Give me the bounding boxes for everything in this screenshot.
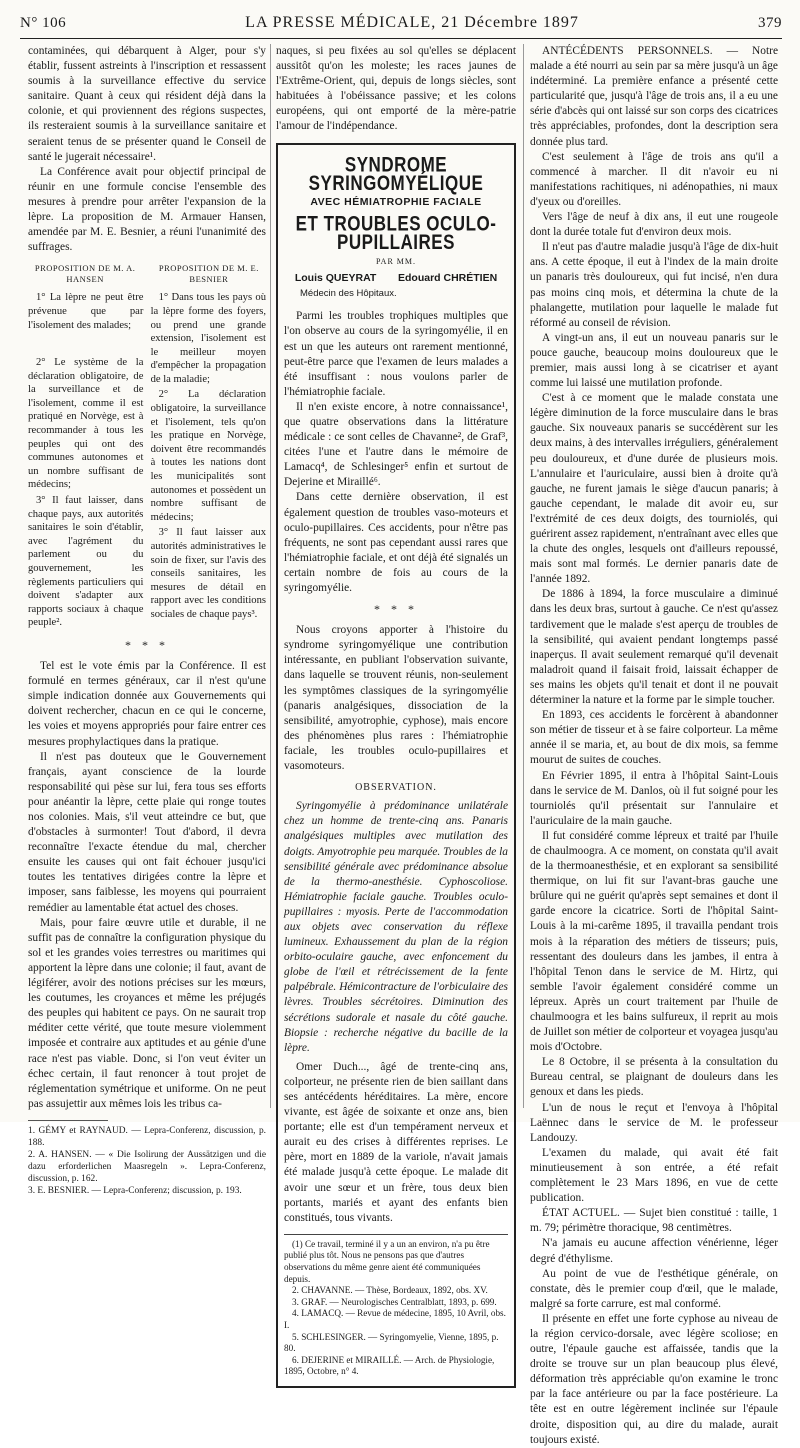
paragraph: Vers l'âge de neuf à dix ans, il eut une rougeole dont la durée totale fut d'environ deux mois. — [530, 211, 778, 239]
proposition-besnier-heading: PROPOSITION DE M. E. BESNIER — [158, 263, 259, 285]
paragraph: L'examen du malade, qui avait été fait minutieusement à son entrée, a été refait complètement le 23 Mars 1896, en vue de cette publication. — [530, 1146, 778, 1205]
paragraph: A vingt-un ans, il eut un nouveau panaris sur le pouce gauche, beaucoup moins douloureux que le premier, mais aussi long à se cicatriser et ayant comme lui laissé une mutilation profonde. — [530, 331, 778, 390]
paragraph: Il n'en existe encore, à notre connaissance¹, que quatre observations dans la littérature médicale : ce sont celles de Chavanne², de Graf³, citées l'une et l'autre dans le mémoire de Lamacq⁴, de Schlesinger⁵ enfin et surtout de Dejerine et Miraillé⁶. — [284, 400, 508, 489]
proposition-headings — [28, 263, 266, 285]
paragraph: La Conférence avait pour objectif principal de réunir en une formule concise l'ensemble des mesures à prendre pour arrêter l'expansion de la lèpre. La proposition de M. Armauer Hansen, amendée par M. E. Besnier, a réuni l'unanimité des suffrages. — [28, 165, 266, 254]
footnote: 5. SCHLESINGER. — Syringomyelie, Vienne, 1895, p. 80. — [284, 1331, 499, 1354]
paragraph: naques, si peu fixées au sol qu'elles se déplacent aussitôt qu'on les moleste; les races jaunes de l'Extrême-Orient, qui, depuis de longs siècles, sont habituées à l'obéissance passive; et les colons européens, qui ont emporté de la mère-patrie l'amour de l'indépendance. — [276, 45, 516, 133]
footnote: 1. GÉMY et RAYNAUD. — Lepra-Conferenz, discussion, p. 188. — [28, 1125, 266, 1148]
article-subtitle: AVEC HÉMIATROPHIE FACIALE — [310, 195, 482, 208]
footnote: 2. CHAVANNE. — Thèse, Bordeaux, 1892, obs. XV. — [292, 1285, 488, 1296]
paragraph: En Février 1895, il entra à l'hôpital Saint-Louis dans le service de M. Danlos, où il fut soigné pour les tourniolés qu'il présentait sur l'annulaire et l'auriculaire de la main gauche. — [530, 769, 778, 827]
article-box — [276, 143, 516, 1388]
journal-title: LA PRESSE MÉDICALE, 21 Décembre 1897 — [245, 14, 579, 31]
proposition-item: 3° Il faut laisser, dans chaque pays, aux autorités sanitaires le soin d'établir, avec l'agrément du parlement ou du gouvernement, les règlements particuliers qui doivent s'adapter aux rapports sociaux à chaque peuple². — [28, 495, 144, 629]
article-title: SYNDROME SYRINGOMYÉLIQUE — [308, 152, 484, 195]
paragraph: contaminées, qui débarquent à Alger, pour s'y établir, fussent astreints à l'inscription et ressassent soumis à la surveillance effective du service sanitaire. Quant à ceux qui résident déjà dans la colonie, et qui proviennent des régions suspectes, ils resteraient soumis à la surveillance sanitaire et seraient tenus de se présenter quand le Conseil de santé le jugerait nécessaire¹. — [28, 45, 266, 163]
observation-heading: OBSERVATION. — [355, 782, 437, 794]
footnote: 3. E. BESNIER. — Lepra-Conferenz; discussion, p. 193. — [28, 1185, 242, 1196]
proposition-item: 2° Le système de la déclaration obligatoire, de la surveillance et de l'isolement, comme il est pratiqué en Norvège, est à recommander à tous les peuples qui ont des communes autonomes et un nombre suffisant de médecins; — [28, 357, 144, 491]
paragraph: Il n'est pas douteux que le Gouvernement français, ayant conscience de la lourde responsabilité qui pèse sur lui, fera tous ses efforts pour anéantir la lèpre, cette plaie qui ronge toutes nos colonies. Mais, s'il veut atteindre ce but, que d'obstacles à surmonter! Tout d'abord, il devra reconnaître l'exacte étendue du mal, chercher ensuite les causes qui ont fait échouer jusqu'ici toutes les tentatives dirigées contre la lèpre et imposer, sans faiblesse, les moyens qui pourraient remédier au lamentable état actuel des choses. — [28, 750, 266, 914]
paragraph: C'est à ce moment que le malade constata une légère diminution de la force musculaire dans le bras gauche. Six nouveaux panaris se succédèrent sur les deux mains, à des intervalles irréguliers, généralement peu douloureux, et d'une durée de plusieurs mois. L'annulaire et l'auriculaire, aussi bien à droite qu'à gauche, ne furent jamais le siège d'aucun panaris; à gauche cependant, le malade dit avoir eu, sur l'extrémité de ces deux doigts, des tourniolés, qui guérirent assez rapidement, n'entraînant avec elles que la chute des ongles, lesquels ont d'ailleurs repoussé, mais sont mal formés. Le dernier panaris date de l'année 1892. — [530, 392, 778, 586]
proposition-item: 1° Dans tous les pays où la lèpre forme des foyers, ou prend une grande extension, l'isolement est le meilleur moyen d'empêcher la propagation de la maladie; — [150, 292, 266, 385]
issue-number: N° 106 — [20, 15, 67, 31]
header-rule — [20, 38, 782, 39]
authors — [284, 271, 508, 286]
paragraph: Il fut considéré comme lépreux et traité par l'huile de chaulmoogra. A ce moment, on constata qu'il avait de la thermoanesthésie, et en explorant sa sensibilité thermique, on lui fit sur l'avant-bras gauche une brûlure qui ne guérit qu'après sept semaines et dont il garde encore la cicatrice. Sorti de l'hôpital Saint-Louis à la mi-carême 1895, il travailla pendant trois mois à la réparation des métiers de tisseurs; puis, ressentant des douleurs dans les jambes, il entra à l'hôpital Tenon dans le service de M. Hirtz, qui semble l'avoir également considéré comme un lépreux. Après un court traitement par l'huile de chaulmoogra et les bains sulfureux, il reprit au mois de Juillet son métier de colporteur et voyagea jusqu'au mois d'Octobre. — [530, 829, 778, 1054]
column-left — [28, 44, 266, 1197]
proposition-item: 1° La lèpre ne peut être prévenue que par l'isolement des malades; — [28, 292, 144, 331]
paragraph: De 1886 à 1894, la force musculaire a diminué dans les deux bras, surtout à gauche. Ce n'est qu'assez tardivement que le malade s'est aperçu de troubles de la sensibilité, qui avaient pendant longtemps passé inaperçus. Il avait seulement remarqué qu'il devenait maladroit quand il faisait froid, laissait échapper de ses mains les objets qu'il tenait et dont il ne pouvait déterminer la nature et la forme par le simple toucher. — [530, 588, 778, 707]
author-name: Louis QUEYRAT — [294, 272, 377, 285]
author-affiliation: Médecin des Hôpitaux. — [300, 288, 397, 300]
proposition-hansen-heading: PROPOSITION DE M. A. HANSEN — [34, 263, 136, 285]
section-stars: * * * — [374, 602, 418, 617]
byline-par: PAR MM. — [375, 257, 417, 267]
footnote: 6. DEJERINE et MIRAILLÉ. — Arch. de Physiologie, 1895, Octobre, n° 4. — [284, 1354, 495, 1377]
paragraph: L'un de nous le reçut et l'envoya à l'hôpital Laënnec dans le service de M. le professeur Landouzy. — [530, 1101, 778, 1144]
propositions — [28, 291, 266, 632]
article-title-continued: ET TROUBLES OCULO-PUPILLAIRES — [295, 211, 497, 255]
column-right — [530, 44, 778, 1448]
footnote: (1) Ce travail, terminé il y a un an environ, n'a pu être publié plus tôt. Nous ne pensons pas que d'autres observations du même genre aient été communiquées depuis. — [284, 1238, 490, 1284]
proposition-besnier — [151, 291, 266, 632]
footnote: 4. LAMACQ. — Revue de médecine, 1895, 10 Avril, obs. I. — [284, 1308, 506, 1330]
paragraph: Omer Duch..., âgé de trente-cinq ans, colporteur, ne présente rien de bien saillant dans ses antécédents héréditaires. La mère, encore vivante, est âgée de soixante et onze ans, bien portante; elle est d'un tempérament nerveux et aurait eu des crises à différentes reprises. Le père, mort en 1889 de la variole, n'avait jamais été malade jusqu'à cette époque. Le malade dit avoir une sœur et un frère, tous deux bien portants, mariés et ayant des enfants bien constitués, tous vivants. — [284, 1060, 508, 1224]
paragraph: Dans cette dernière observation, il est également question de troubles vaso-moteurs et oculo-pupillaires. Ces accidents, pour n'être pas fréquents, ne sont pas cependant aussi rares que l'hémiatrophie faciale, et ont déjà été signalés un certain nombre de fois au cours de la syringomyélie. — [284, 491, 508, 594]
paragraph: ANTÉCÉDENTS PERSONNELS. — Notre malade a été nourri au sein par sa mère jusqu'à un âge indéterminé. La première enfance a présenté cette particularité que, jusqu'à l'âge de trois ans, il a eu une série d'abcès qui ont laissé sur son corps des cicatrices très appréciables, profondes, dont la description sera donnée plus tard. — [530, 45, 778, 148]
paragraph: ÉTAT ACTUEL. — Sujet bien constitué : taille, 1 m. 79; périmètre thoracique, 98 centimètres. — [530, 1207, 778, 1235]
paragraph: Le 8 Octobre, il se présenta à la consultation du Bureau central, se plaignant de douleurs dans les genoux et dans les pieds. — [530, 1056, 778, 1099]
page-number: 379 — [758, 15, 782, 31]
article-body — [284, 309, 508, 1378]
paragraph: Il n'eut pas d'autre maladie jusqu'à l'âge de dix-huit ans. A cette époque, il eut à l'index de la main droite un panaris très douloureux, qui fut incisé, n'en dura pas moins cinq mois, et détermina la chute de la phalangette, mutilation pour laquelle le malade fut réformé au conseil de révision. — [530, 241, 778, 329]
paragraph: En 1893, ces accidents le forcèrent à abandonner son métier de tisseur et à se faire colporteur. La même année il se maria, et, au bout de dix mois, sa femme mourut de suites de couches. — [530, 709, 778, 767]
paragraph: Au point de vue de l'esthétique générale, on constate, dès le premier coup d'œil, que le malade, malgré sa forte carrure, est mal conformé. — [530, 1267, 778, 1310]
author-name: Edouard CHRÉTIEN — [397, 272, 498, 285]
observation-summary: Syringomyélie à prédominance unilatérale chez un homme de trente-cinq ans. Panaris analgésiques multiples avec mutilation des doigts. Amyotrophie peu marquée. Troubles de la sensibilité générale avec prédominance absolue de la thermo-anesthésie. Cyphoscoliose. Hémiatrophie faciale gauche. Troubles oculo-pupillaires : myosis. Perte de l'accommodation aux objets avec conservation du réflexe lumineux. Exhaussement du plan de la région orbito-oculaire gauche, avec enfoncement du globe de l'œil et rétrécissement de la fente palpébrale. Hémicontracture de l'orbiculaire des lèvres. Troubles sécrétoires. Diminution des sécrétions sudorale et nasale du côté gauche. Biopsie : recherche négative du bacille de la lèpre. — [284, 800, 508, 1054]
section-stars: * * * — [125, 637, 169, 652]
footnote: 2. A. HANSEN. — « Die Isolirung der Aussätzigen und die dazu erforderlichen Maasregeln ». Lepra-Conferenz, discussion, p. 162. — [28, 1149, 266, 1184]
column-separator — [270, 44, 271, 1108]
column-middle — [276, 44, 516, 1388]
paragraph: Parmi les troubles trophiques multiples que l'on observe au cours de la syringomyélie, il en est un que les auteurs ont rarement mentionné, peut-être parce que l'examen de leurs malades a été insuffisant : nous voulons parler de l'hémiatrophie faciale. — [284, 310, 508, 398]
paragraph: Mais, pour faire œuvre utile et durable, il ne suffit pas de connaître la configuration physique du sol et les grandes voies terrestres ou maritimes qui apportent la lèpre dans une colonie; il faut, avant de légiférer, avoir des notions précises sur les mœurs, les coutumes, les croyances et même les préjugés des peuples qui habitent ce pays. On ne saurait trop méditer cette vérité, que toute mesure violemment imposée et contraire aux aptitudes et au génie d'une race n'est pas viable. Donc, si l'on veut éviter un échec certain, il faut renoncer à tout projet de réglementation symétrique et uniforme. On ne peut pas assujettir aux mêmes lois les tribus ca- — [28, 916, 266, 1110]
proposition-item: 3° Il faut laisser aux autorités administratives le soin de fixer, sur l'avis des conseils sanitaires, les mesures de détail en rapport avec les conditions sociales de chaque pays³. — [150, 527, 266, 620]
paragraph: Tel est le vote émis par la Conférence. Il est formulé en termes généraux, car il n'est qu'une simple indication donnée aux Gouvernements qui doivent rechercher, chacun en ce qui le concerne, les voies et moyens appropriés pour faire entrer ces mesures prophylactiques dans la pratique. — [28, 660, 266, 748]
paragraph: C'est seulement à l'âge de trois ans qu'il a commencé à marcher. Il dit n'avoir eu ni manifestations rachitiques, ni adénopathies, ni maux d'yeux ou d'oreilles. — [530, 150, 778, 208]
paragraph: Nous croyons apporter à l'histoire du syndrome syringomyélique une contribution intéressante, en publiant l'observation suivante, dans laquelle se trouvent réunis, non-seulement les symptômes classiques de la syringomyélie (panaris analgésiques, dissociation de la sensibilité, amyotrophie, cyphose), mais encore des phénomènes plus rares : l'hémiatrophie faciale, les troubles oculo-pupillaires et vasomoteurs. — [284, 624, 508, 773]
footnote-rule — [28, 1120, 108, 1121]
footnote: 3. GRAF. — Neurologisches Centralblatt, 1893, p. 699. — [292, 1296, 497, 1307]
paragraph: N'a jamais eu aucune affection vénérienne, léger degré d'éthylisme. — [530, 1237, 778, 1265]
proposition-item: 2° La déclaration obligatoire, la surveillance et l'isolement, tels qu'on les pratique en Norvège, doivent être recommandés à toutes les nations dont les municipalités sont autonomes et possèdent un nombre suffisant de médecins; — [150, 389, 266, 523]
page-header — [20, 14, 782, 34]
paragraph: Il présente en effet une forte cyphose au niveau de la région cervico-dorsale, avec légère scoliose; en outre, l'épaule gauche est affaissée, tandis que la droite se trouve sur un plan beaucoup plus élevé, déformation très appréciable qu'on examine le tronc par la face antérieure ou par la face postérieure. La tête est en outre légèrement inclinée sur l'épaule droite, disposition qui, au dire du malade, aurait toujours existé. — [530, 1312, 778, 1446]
proposition-hansen — [28, 291, 143, 632]
column-separator — [523, 44, 524, 1108]
article-footnotes — [284, 1234, 508, 1378]
